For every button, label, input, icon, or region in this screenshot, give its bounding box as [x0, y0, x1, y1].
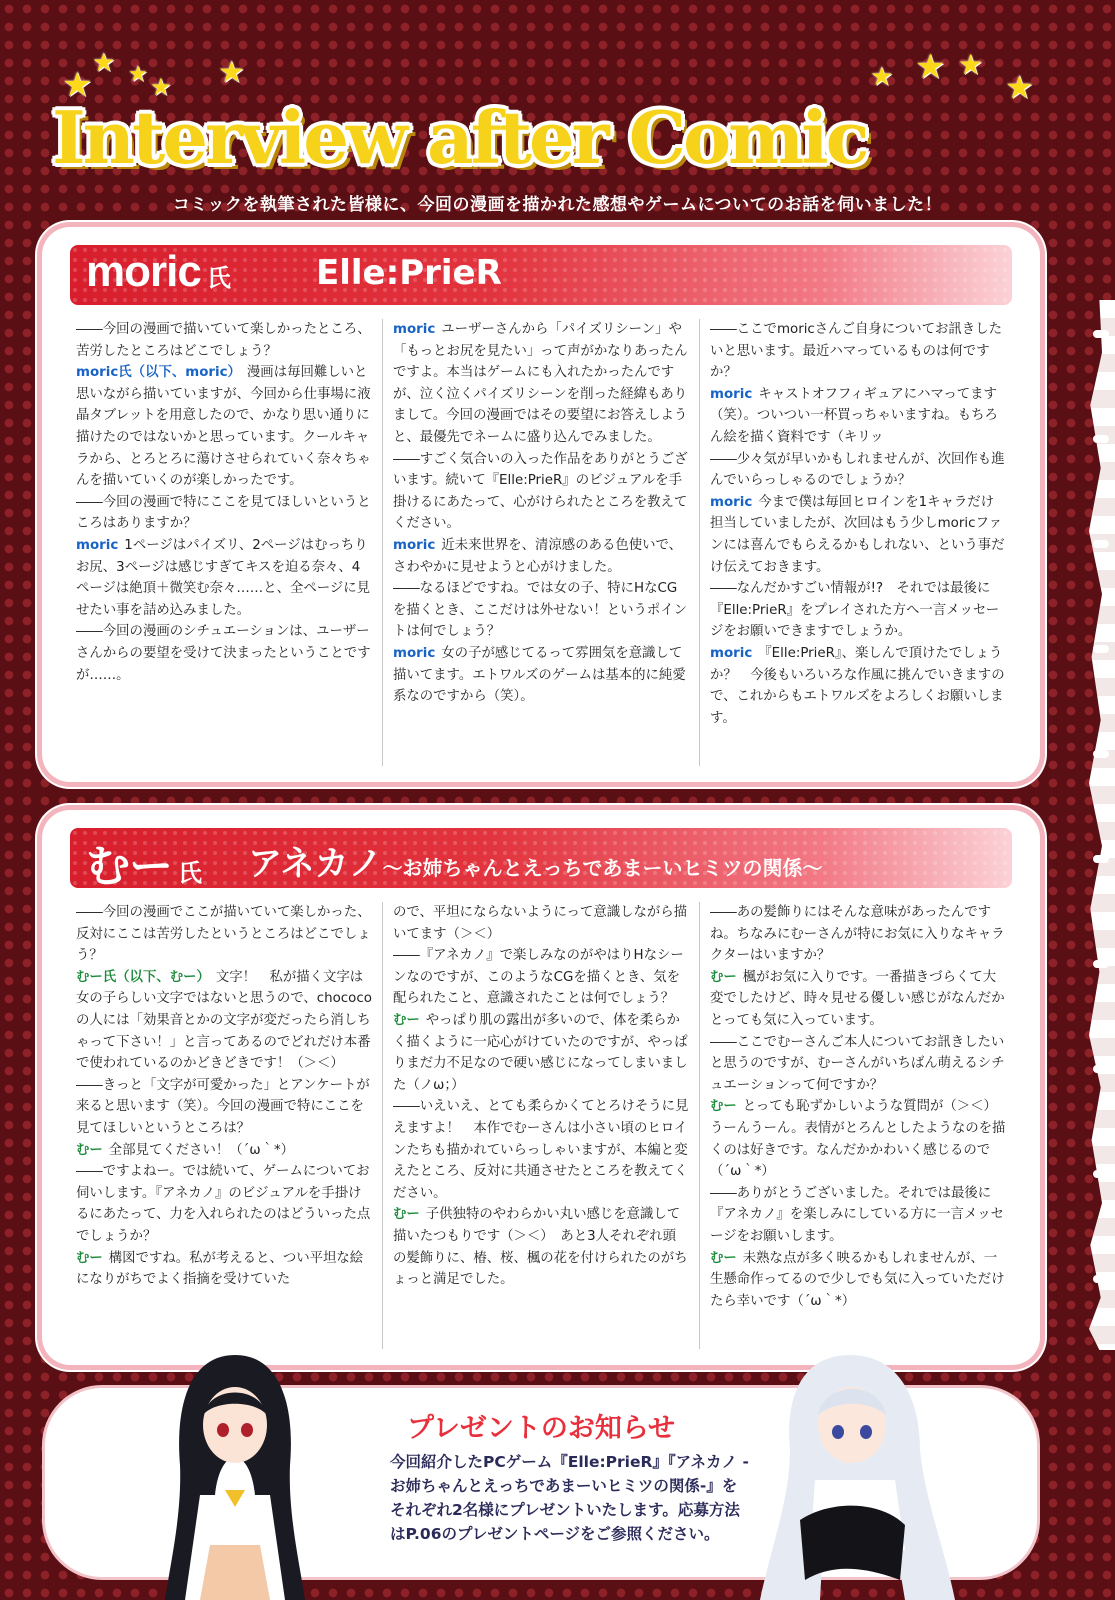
speaker-label: moric: [393, 537, 436, 553]
interview-paragraph: [393, 902, 689, 945]
interviewee-name-text: moric: [86, 247, 201, 296]
speaker-label: むー: [710, 969, 737, 985]
interview-text: 未熟な点が多く映るかもしれませんが、一生懸命作ってるので少しでも気に入っていただけたら幸いです（´ω｀*）: [710, 1250, 1005, 1309]
interview-column: [699, 319, 1016, 766]
interview-panel-moric: [42, 227, 1040, 782]
speaker-label: moric: [393, 322, 436, 337]
interviewee-name: [86, 247, 230, 297]
interview-text: ――ここでmoricさんご自身についてお訊きしたいと思います。最近ハマっているものは何ですか？: [710, 322, 1002, 381]
interview-paragraph: [393, 945, 689, 1010]
interview-paragraph: [393, 1010, 689, 1096]
interview-text: ――今回の漫画で特にここを見てほしいというところはありますか？: [76, 494, 371, 532]
interviewee-name-text: むー: [86, 842, 172, 891]
interview-text: 子供独特のやわらかい丸い感じを意識して描いたつもりです（＞＜） あと3人それぞれ頭の髪飾りに、椿、桜、楓の花を付けられたのがちょっと満足でした。: [393, 1207, 688, 1288]
present-body: 今回紹介したPCゲーム『Elle:PrieR』『アネカノ -お姉ちゃんとえっちであまーいヒミツの関係-』をそれぞれ2名様にプレゼントいたします。応募方法はP.06のプレゼントページをご参照ください。: [390, 1453, 749, 1543]
interview-text: ――ありがとうございました。それでは最後に『アネカノ』を楽しみにしている方に一言メッセージをお願いします。: [710, 1185, 1005, 1244]
speaker-label: むー氏（以下、むー）: [76, 969, 210, 985]
interview-text: 楓がお気に入りです。一番描きづらくて大変でしたけど、時々見せる優しい感じがなんだかとっても気に入っています。: [710, 969, 1005, 1028]
interview-paragraph: [710, 902, 1006, 967]
interview-text: 『Elle:PrieR』、楽しんで頂けたでしょうか？ 今後もいろいろな作風に挑んでいきますので、これからもエトワルズをよろしくお願いします。: [710, 645, 1005, 726]
interview-columns: [66, 902, 1016, 1349]
interview-paragraph: [76, 1248, 372, 1291]
interview-text: ――ここでむーさんご本人についてお訊きしたいと思うのですが、むーさんがいちばん萌えるシチュエーションって何ですか？: [710, 1034, 1005, 1093]
game-subtitle: ～お姉ちゃんとえっちであまーいヒミツの関係～: [382, 856, 823, 880]
interview-paragraph: [710, 578, 1006, 643]
interview-paragraph: [393, 643, 689, 708]
interview-text: ――すごく気合いの入った作品をありがとうございます。続いて『Elle:PrieR』のビジュアルを手掛けるにあたって、心がけられたところを教えてください。: [393, 451, 688, 532]
interview-text: 近未来世界を、清涼感のある色使いで、さわやかに見せようと心がけました。: [393, 537, 683, 575]
interview-text: ――なんだかすごい情報が!? それでは最後に『Elle:PrieR』をプレイされた方へ一言メッセージをお願いできますでしょうか。: [710, 581, 1000, 640]
interview-header-band: [70, 245, 1012, 305]
game-title-text: アネカノ: [248, 844, 383, 884]
interviewee-name: [86, 830, 201, 894]
interview-paragraph: [76, 1075, 372, 1140]
interview-paragraph: [76, 362, 372, 492]
binding-hole: [1093, 1275, 1109, 1283]
interview-text: 構図ですね。私が考えると、つい平坦な絵になりがちでよく指摘を受けていた: [76, 1250, 364, 1288]
binding-hole: [1093, 960, 1109, 968]
interview-paragraph: [393, 578, 689, 643]
binding-hole: [1093, 1170, 1109, 1178]
binding-hole: [1093, 540, 1109, 548]
interview-text: ――ですよねー。では続いて、ゲームについてお伺いします。『アネカノ』のビジュアルを手掛けるにあたって、力を入れられたのはどういった点でしょうか？: [76, 1164, 371, 1244]
star-icon: ★: [62, 65, 93, 105]
interview-paragraph: [710, 319, 1006, 384]
interview-paragraph: [76, 902, 372, 967]
interview-text: 全部見てください！（´ω｀*）: [108, 1142, 295, 1158]
torn-page-edge: [1089, 300, 1115, 1350]
interview-text: ――今回の漫画でここが描いていて楽しかった、反対にここは苦労したというところはどこでしょう？: [76, 905, 371, 964]
interview-paragraph: [710, 1183, 1006, 1248]
interview-paragraph: [76, 492, 372, 535]
interview-paragraph: [76, 967, 372, 1075]
interview-paragraph: [76, 319, 372, 362]
interview-text: 女の子が感じてるって雰囲気を意識して描いてます。エトワルズのゲームは基本的に純愛系なのですから（笑）。: [393, 645, 686, 705]
interview-text: キャストオフフィギュアにハマってます（笑）。ついつい一杯買っちゃいますね。もちろん絵を描く資料です（キリッ: [710, 386, 998, 445]
star-icon: ★: [128, 62, 148, 87]
interview-text: ――あの髪飾りにはそんな意味があったんですね。ちなみにむーさんが特にお気に入りなキャラクターはいますか？: [710, 905, 1005, 964]
interview-text: ――今回の漫画のシチュエーションは、ユーザーさんからの要望を受けて決まったということですが……。: [76, 624, 371, 683]
interview-header-band: [70, 828, 1012, 891]
interview-text: ――少々気が早いかもしれませんが、次回作も進んでいらっしゃるのでしょうか？: [710, 451, 1005, 489]
speaker-label: moric: [710, 645, 753, 661]
interview-paragraph: [710, 384, 1006, 449]
interview-text: ――今回の漫画で描いていて楽しかったところ、苦労したところはどこでしょう？: [76, 322, 371, 359]
interview-text: 文字！ 私が描く文字は女の子らしい文字ではないと思うので、chococoの人には「効果音とかの文字が変だったら消しちゃって下さい！」と言ってあるのでどれだけ本番で使われているのかどきどきです！（＞＜）: [76, 969, 372, 1072]
star-icon: ★: [150, 73, 172, 101]
interview-text: とっても恥ずかしいような質問が（＞＜） うーんうーん。表情がとろんとしたようなのを描くのは好きです。なんだかかわいく感じるので（´ω｀*）: [710, 1099, 1006, 1180]
interview-paragraph: [393, 1096, 689, 1204]
speaker-label: むー: [76, 1250, 103, 1266]
star-icon: ★: [218, 55, 245, 90]
speaker-label: moric氏（以下、moric）: [76, 365, 241, 381]
interview-text: ――きっと「文字が可愛かった」とアンケートが来ると思います（笑）。今回の漫画で特にここを見てほしいというところは？: [76, 1077, 370, 1136]
interview-text: ――なるほどですね。では女の子、特にHなCGを描くとき、ここだけは外せない！というポイントは何でしょう？: [393, 581, 688, 640]
character-illustration-silver-hair: [730, 1350, 955, 1600]
star-icon: ★: [92, 48, 116, 78]
interview-paragraph: [76, 621, 372, 686]
interview-column: [382, 902, 699, 1349]
binding-hole: [1093, 645, 1109, 653]
interview-panel-mu: [42, 810, 1040, 1365]
speaker-label: むー: [710, 1099, 737, 1115]
interview-text: 漫画は毎回難しいと思いながら描いていますが、今回から仕事場に液晶タブレットを用意したので、かなり思い通りに描けたのではないかと思っています。クールキャラから、とろとろに蕩けさせられていく奈々ちゃんを描いていくのが楽しかったです。: [76, 365, 371, 489]
binding-hole: [1093, 330, 1109, 338]
interview-paragraph: [76, 535, 372, 621]
speaker-label: moric: [393, 645, 436, 661]
interview-text: 1ページはパイズリ、2ページはむっちりお尻、3ページは感じすぎてキスを迫る奈々、4ページは絶頂＋微笑む奈々……と、全ページに見せたい事を詰め込みました。: [76, 537, 371, 618]
speaker-label: むー: [76, 1142, 103, 1158]
interview-columns: [66, 319, 1016, 766]
interview-paragraph: [710, 967, 1006, 1032]
character-illustration-dark-hair: [160, 1345, 310, 1600]
interview-paragraph: [710, 1032, 1006, 1097]
game-title: [248, 836, 822, 885]
interview-paragraph: [710, 492, 1006, 578]
interview-text: やっぱり肌の露出が多いので、体を柔らかく描くように一応心がけていたのですが、やっぱりまだ力不足なので硬い感じになってしまいました（ノω；）: [393, 1012, 688, 1093]
interview-paragraph: [393, 319, 689, 449]
present-title: プレゼントのお知らせ: [406, 1413, 676, 1444]
interview-paragraph: [76, 1161, 372, 1247]
binding-hole: [1093, 750, 1109, 758]
speaker-label: moric: [76, 537, 119, 553]
interview-paragraph: [710, 1096, 1006, 1182]
speaker-label: むー: [710, 1250, 737, 1266]
interview-paragraph: [393, 449, 689, 535]
speaker-label: むー: [393, 1012, 420, 1028]
star-icon: ★: [958, 48, 984, 81]
binding-hole: [1093, 855, 1109, 863]
interview-paragraph: [76, 1140, 372, 1162]
interview-paragraph: [393, 535, 689, 578]
name-suffix: 氏: [178, 860, 201, 887]
name-suffix: 氏: [206, 265, 230, 292]
speaker-label: moric: [710, 386, 753, 402]
interview-paragraph: [710, 1248, 1006, 1313]
interview-paragraph: [393, 1204, 689, 1290]
interview-text: ので、平坦にならないようにって意識しながら描いてます（＞＜）: [393, 905, 688, 942]
star-icon: ★: [1005, 68, 1034, 106]
speaker-label: むー: [393, 1207, 420, 1223]
star-icon: ★: [870, 62, 894, 92]
interview-text: ――いえいえ、とても柔らかくてとろけそうに見えますよ！ 本作でむーさんは小さい頃のヒロインたちも描かれていらっしゃいますが、本編と変えたところ、反対に共通させたところを教えてください。: [393, 1099, 689, 1201]
interview-text: ――『アネカノ』で楽しみなのがやはりHなシーンなのですが、このようなCGを描くとき、気を配られたこと、意識されたことは何でしょう？: [393, 948, 684, 1007]
interview-text: ユーザーさんから「パイズリシーン」や「もっとお尻を見たい」って声がかなりあったんですよ。本当はゲームにも入れたかったんですが、泣く泣くパイズリシーンを削った経緯もありまして。今回の漫画ではその要望にお答えしようと、最優先でネームに盛り込んでみました。: [393, 322, 688, 445]
interview-paragraph: [710, 449, 1006, 492]
interview-column: [382, 319, 699, 766]
page-subtitle: コミックを執筆された皆様に、今回の漫画を描かれた感想やゲームについてのお話を伺いました！: [172, 195, 943, 215]
page-title: Interview after Comic: [52, 95, 867, 180]
interview-column: [66, 902, 382, 1349]
binding-hole: [1093, 1065, 1109, 1073]
interview-text: 今まで僕は毎回ヒロインを1キャラだけ担当していましたが、次回はもう少しmoricファンには喜んでもらえるかもしれない、という事だけ伝えておきます。: [710, 494, 1005, 575]
interview-column: [699, 902, 1016, 1349]
star-icon: ★: [915, 47, 946, 87]
interview-paragraph: [710, 643, 1006, 729]
speaker-label: moric: [710, 494, 753, 510]
interview-column: [66, 319, 382, 766]
game-title: Elle:PrieR: [316, 253, 502, 293]
binding-hole: [1093, 435, 1109, 443]
